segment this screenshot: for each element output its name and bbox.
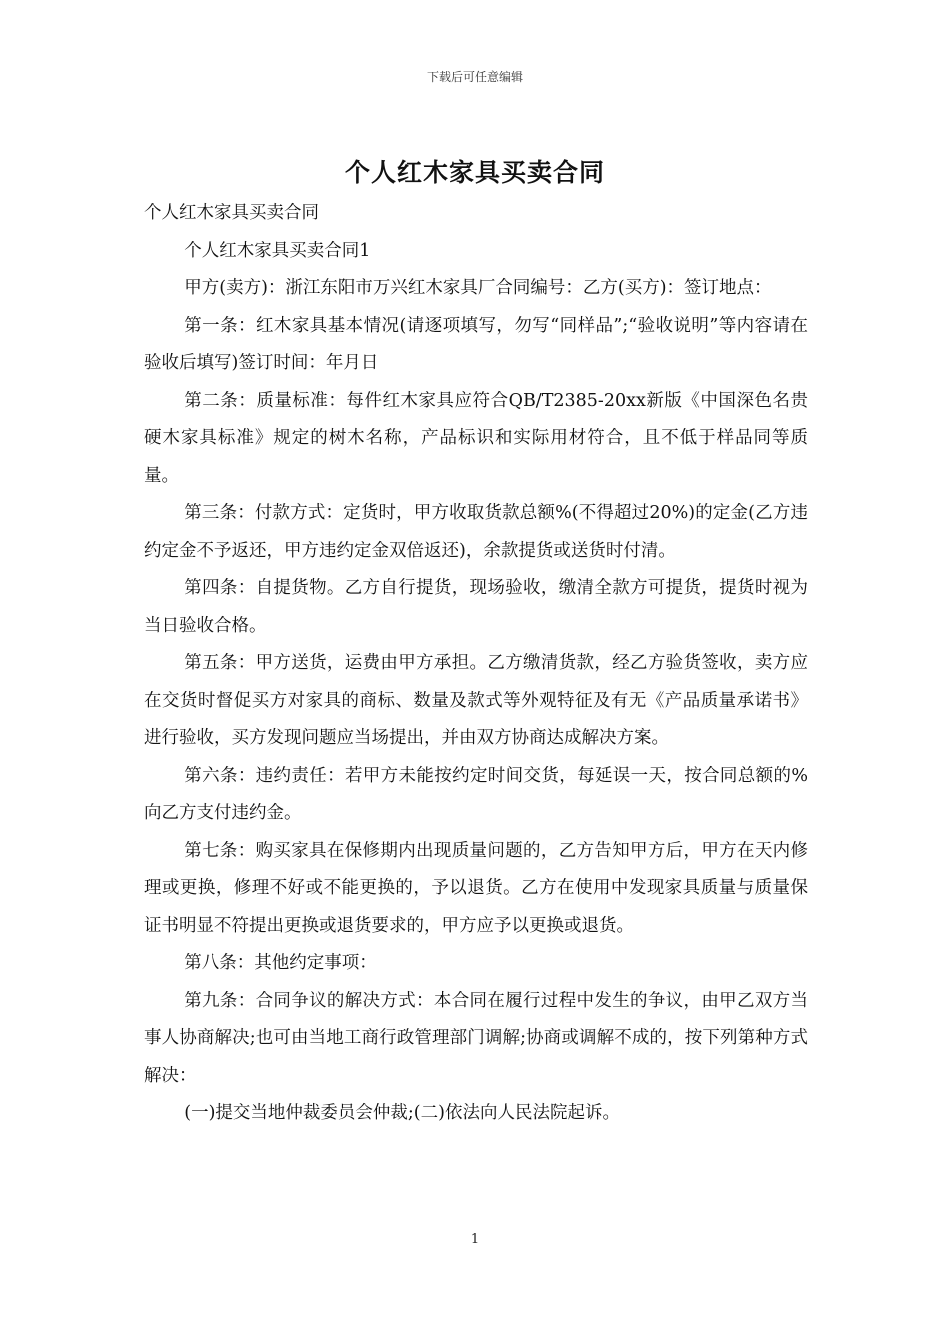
paragraph-article-3: 第三条：付款方式：定货时，甲方收取货款总额%(不得超过20%)的定金(乙方违约定金不予返还，甲方违约定金双倍返还)，余款提货或送货时付清。 — [144, 503, 808, 561]
paragraph-article-9: 第九条：合同争议的解决方式：本合同在履行过程中发生的争议，由甲乙双方当事人协商解决;也可由当地工商行政管理部门调解;协商或调解不成的，按下列第种方式解决： — [144, 990, 808, 1086]
paragraph-article-5: 第五条：甲方送货，运费由甲方承担。乙方缴清货款，经乙方验货签收，卖方应在交货时督促买方对家具的商标、数量及款式等外观特征及有无《产品质量承诺书》进行验收，买方发现问题应当场提出，并由双方协商达成解决方案。 — [144, 653, 808, 748]
header-note: 下载后可任意编辑 — [426, 70, 523, 84]
paragraph-dispute-options: (一)提交当地仲裁委员会仲裁;(二)依法向人民法院起诉。 — [184, 1103, 620, 1123]
paragraph-article-7: 第七条：购买家具在保修期内出现质量问题的，乙方告知甲方后，甲方在天内修理或更换，修理不好或不能更换的，予以退货。乙方在使用中发现家具质量与质量保证书明显不符提出更换或退货要求的，甲方应予以更换或退货。 — [144, 840, 808, 936]
paragraph-parties: 甲方(卖方)：浙江东阳市万兴红木家具厂合同编号：乙方(买方)：签订地点： — [184, 278, 772, 298]
paragraph-article-2: 第二条：质量标准：每件红木家具应符合QB/T2385-20xx新版《中国深色名贵硬木家具标准》规定的树木名称，产品标识和实际用材符合，且不低于样品同等质量。 — [144, 390, 808, 486]
document-body — [144, 195, 808, 1133]
paragraph-article-6: 第六条：违约责任：若甲方未能按约定时间交货，每延误一天，按合同总额的%向乙方支付违约金。 — [144, 765, 808, 823]
paragraph-heading: 个人红木家具买卖合同 — [144, 203, 319, 223]
paragraph-subheading: 个人红木家具买卖合同1 — [184, 240, 371, 261]
page-number: 1 — [470, 1232, 480, 1247]
paragraph-article-8: 第八条：其他约定事项： — [184, 953, 377, 973]
document-title: 个人红木家具买卖合同 — [344, 158, 605, 187]
paragraph-article-1: 第一条：红木家具基本情况(请逐项填写，勿写“同样品”;“验收说明”等内容请在验收后填写)签订时间：年月日 — [144, 315, 808, 373]
paragraph-article-4: 第四条：自提货物。乙方自行提货，现场验收，缴清全款方可提货，提货时视为当日验收合格。 — [144, 578, 808, 636]
